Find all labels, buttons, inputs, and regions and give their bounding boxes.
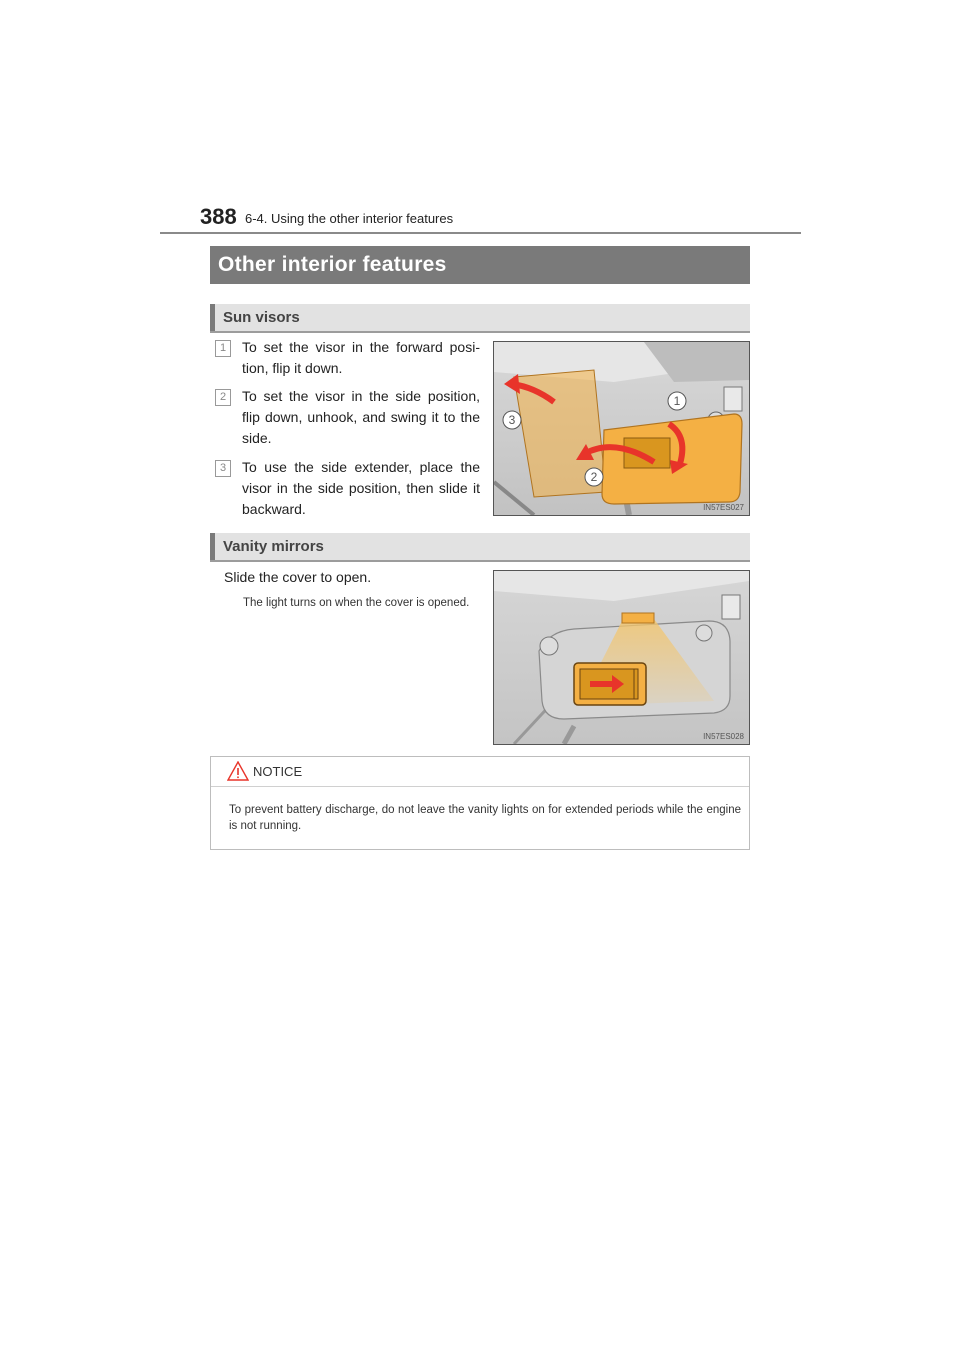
sun-visors-heading-bar — [210, 304, 750, 333]
notice-box — [210, 756, 750, 850]
step-text-2: To set the visor in the side position, flip down, unhook, and swing it to the side. — [242, 388, 480, 446]
sun-visors-heading: Sun visors — [223, 309, 300, 326]
vanity-instruction: Slide the cover to open. — [224, 569, 372, 585]
step-text-3: To use the side extender, place the visor in the side position, then slide it backward. — [242, 459, 480, 517]
svg-text:2: 2 — [590, 470, 598, 484]
page-title: Other interior features — [218, 253, 447, 276]
notice-header — [211, 757, 749, 787]
callout-3 — [503, 411, 521, 429]
notice-label: NOTICE — [253, 764, 303, 779]
step-number-3: 3 — [215, 460, 231, 477]
warning-icon — [227, 761, 249, 781]
callout-2 — [585, 468, 603, 486]
step-number-2: 2 — [215, 389, 231, 406]
svg-text:3: 3 — [508, 413, 516, 427]
svg-text:1: 1 — [673, 394, 681, 408]
vanity-mirror-figure — [493, 570, 750, 745]
sun-visor-figure — [493, 341, 750, 516]
section-label: 6-4. Using the other interior features — [245, 211, 454, 226]
callout-1 — [668, 392, 686, 410]
figure-code-2: IN57ES028 — [703, 732, 744, 741]
vanity-mirrors-heading-bar — [210, 533, 750, 562]
vanity-note: The light turns on when the cover is opened. — [243, 597, 470, 609]
header-rule — [160, 232, 801, 234]
page-number: 388 — [200, 204, 237, 229]
figure-code-1: IN57ES027 — [703, 503, 744, 512]
step-text-1: To set the visor in the forward posi-tion, flip it down. — [242, 339, 480, 376]
vanity-mirrors-heading: Vanity mirrors — [223, 538, 324, 555]
step-number-1: 1 — [215, 340, 231, 357]
notice-text: To prevent battery discharge, do not leave the vanity lights on for extended periods while the engine is not running. — [229, 804, 741, 832]
page-title-bar — [210, 246, 750, 284]
